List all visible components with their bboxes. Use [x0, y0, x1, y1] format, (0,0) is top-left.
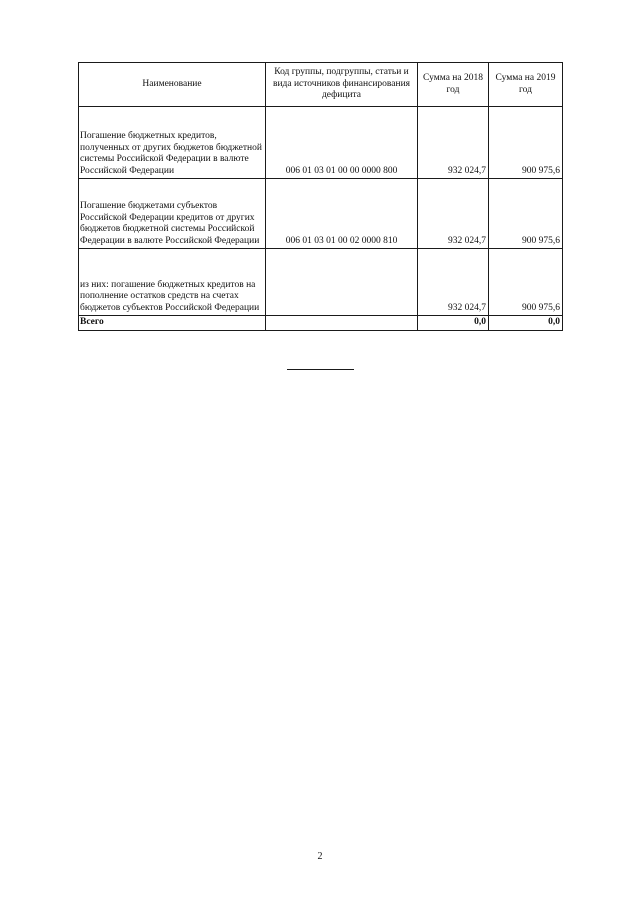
row-code — [266, 249, 418, 316]
header-code: Код группы, подгруппы, статьи и вида источников финансирования дефицита — [266, 63, 418, 107]
total-sum-2019: 0,0 — [489, 316, 563, 331]
total-sum-2018: 0,0 — [418, 316, 489, 331]
table-header-row — [79, 63, 563, 107]
row-code: 006 01 03 01 00 00 0000 800 — [266, 107, 418, 179]
row-code: 006 01 03 01 00 02 0000 810 — [266, 179, 418, 249]
page-number: 2 — [317, 851, 323, 862]
row-sum-2018: 932 024,7 — [418, 179, 489, 249]
end-of-table-divider — [287, 369, 354, 370]
row-sum-2018: 932 024,7 — [418, 249, 489, 316]
total-label: Всего — [79, 316, 266, 331]
financing-sources-table — [78, 62, 563, 331]
row-name: Погашение бюджетных кредитов, полученных от других бюджетов бюджетной системы Российской Федерации в валюте Российской Федерации — [79, 107, 266, 179]
header-sum-2019: Сумма на 2019 год — [489, 63, 563, 107]
header-sum-2018: Сумма на 2018 год — [418, 63, 489, 107]
table-row — [79, 179, 563, 249]
total-code — [266, 316, 418, 331]
table-row — [79, 249, 563, 316]
table-total-row — [79, 316, 563, 331]
row-sum-2019: 900 975,6 — [489, 249, 563, 316]
row-sum-2019: 900 975,6 — [489, 107, 563, 179]
row-name: Погашение бюджетами субъектов Российской Федерации кредитов от других бюджетов бюджетной системы Российской Федерации в валюте Российской Федерации — [79, 179, 266, 249]
header-name: Наименование — [79, 63, 266, 107]
table-row — [79, 107, 563, 179]
row-sum-2019: 900 975,6 — [489, 179, 563, 249]
row-name: из них: погашение бюджетных кредитов на пополнение остатков средств на счетах бюджетов субъектов Российской Федерации — [79, 249, 266, 316]
row-sum-2018: 932 024,7 — [418, 107, 489, 179]
